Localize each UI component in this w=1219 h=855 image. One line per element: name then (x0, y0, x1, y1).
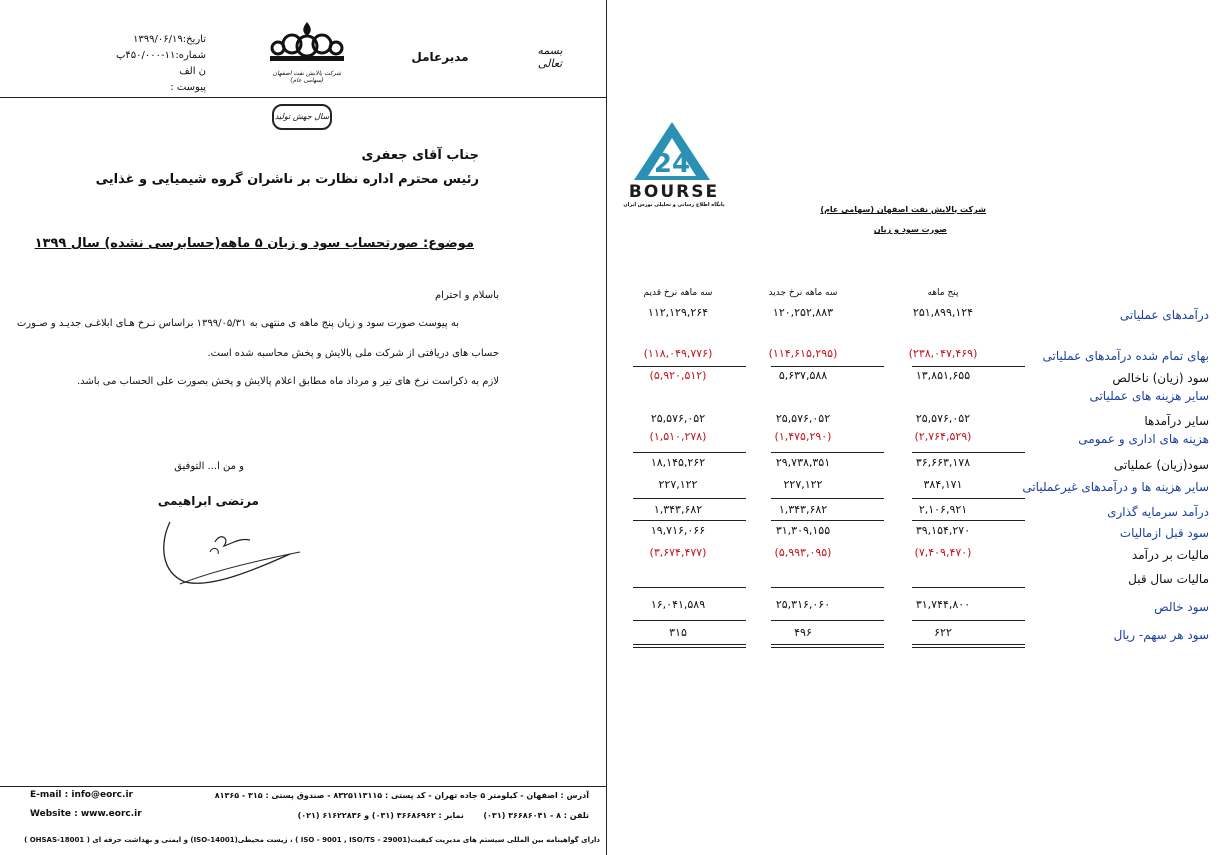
footer-email: E-mail : info@eorc.ir (30, 790, 133, 800)
signer-name: مرتضی ابراهیمی (157, 494, 259, 508)
row-label: سود قبل ازمالیات (1119, 526, 1209, 540)
table-rule (912, 587, 1025, 588)
table-rule (633, 520, 746, 521)
attachment-line: پیوست : (170, 82, 206, 93)
table-rule (771, 620, 884, 621)
table-rule (912, 452, 1025, 453)
row-value: ۲۹,۷۳۸,۳۵۱ (775, 456, 831, 469)
row-value: ۳۱۵ (669, 626, 687, 639)
row-value: ۲۲۷,۱۲۲ (783, 478, 823, 491)
row-value: ۳۹,۱۵۴,۲۷۰ (915, 524, 971, 537)
body-paragraph-1: به پیوست صورت سود و زیان پنج ماهه ی منتهی به ۱۳۹۹/۰۵/۳۱ براساس نـرخ هـای ابلاغـی جدیـد و صـورت (16, 318, 459, 329)
row-label: مالیات بر درآمد (1131, 548, 1209, 562)
table-rule (771, 366, 884, 367)
ceo-label: مدیرعامل (411, 50, 469, 64)
row-value: ۲۵,۵۷۶,۰۵۲ (775, 412, 831, 425)
row-value: ۵,۶۳۷,۵۸۸ (778, 369, 828, 382)
row-value: ۳۶,۶۶۳,۱۷۸ (915, 456, 971, 469)
body-paragraph-2: حساب های دریافتی از شرکت ملی پالایش و پخش محاسبه شده است. (207, 348, 499, 359)
table-rule (633, 644, 746, 645)
year-seal: سال جهش تولید (272, 104, 332, 130)
row-label: مالیات سال قبل (1128, 572, 1209, 586)
table-rule (912, 520, 1025, 521)
row-value: ۲۲۷,۱۲۲ (658, 478, 698, 491)
page-divider (606, 0, 607, 855)
refinery-logo-icon (262, 18, 352, 66)
recipient-name: جناب آقای جعفری (361, 148, 479, 163)
signature (140, 512, 310, 592)
row-value: (۵,۹۲۰,۵۱۲) (649, 369, 707, 382)
bourse-triangle-icon (618, 118, 730, 180)
row-label: سایر درآمدها (1144, 414, 1209, 428)
letter-meta (115, 32, 206, 96)
closing: و من ا... التوفیق (174, 461, 244, 472)
table-rule (633, 587, 746, 588)
table-rule (771, 498, 884, 499)
footer-phone: تلفن : ۸ - ۳۶۶۸۶۰۴۱ (۰۳۱) نمابر : ۳۶۶۸۶۹۶۲ (۰۳۱) و ۶۱۶۲۲۸۳۶ (۰۲۱) (297, 811, 589, 820)
row-value: ۲۵۱,۸۹۹,۱۲۴ (912, 306, 974, 319)
row-value: (۱۱۴,۶۱۵,۲۹۵) (768, 347, 838, 360)
bourse-logo (618, 118, 730, 210)
table-rule (633, 620, 746, 621)
row-value: ۱۲۰,۲۵۲,۸۸۳ (772, 306, 834, 319)
row-value: ۲۵,۵۷۶,۰۵۲ (915, 412, 971, 425)
row-value: (۲,۷۶۴,۵۲۹) (914, 430, 972, 443)
row-value: ۳۱,۷۴۴,۸۰۰ (915, 598, 971, 611)
row-label: سود خالص (1154, 600, 1209, 614)
table-rule (912, 366, 1025, 367)
footer-address: آدرس : اصفهان - کیلومتر ۵ جاده تهران - کد پستی : ۸۳۲۵۱۱۳۱۱۵ - صندوق پستی : ۳۱۵ - ۸۱۳۶۵ (214, 791, 589, 800)
table-rule (912, 498, 1025, 499)
bourse-logo-text: BOURSE (628, 182, 720, 202)
footer-certs: دارای گواهینامه بین المللی سیستم های مدیریت کیفیت(ISO - 9001 , ISO/TS - 29001 ) ، زیست محیطی(ISO-14001) و ایمنی و بهداشت حرفه ای ( OHSAS-18001 ) (24, 836, 600, 844)
table-rule (633, 498, 746, 499)
table-rule (771, 647, 884, 648)
table-rule (633, 647, 746, 648)
footer-website: Website : www.eorc.ir (30, 809, 142, 819)
row-value: ۱,۳۴۳,۶۸۲ (653, 503, 703, 516)
number-line: شماره:۱۱-۴۵۰/۰۰۰پ ن الف (115, 50, 206, 77)
row-value: ۱۶,۰۴۱,۵۸۹ (650, 598, 706, 611)
row-value: ۳۱,۳۰۹,۱۵۵ (775, 524, 831, 537)
row-label: سایر هزینه های عملیاتی (1089, 389, 1209, 403)
bourse-logo-sub: پایگاه اطلاع رسانی و تحلیلی بورس ایران (623, 202, 725, 208)
svg-text:24: 24 (653, 149, 691, 179)
row-value: (۷,۴۰۹,۴۷۰) (914, 546, 972, 559)
table-rule (912, 644, 1025, 645)
row-value: ۳۸۴,۱۷۱ (923, 478, 963, 491)
row-value: (۱,۵۱۰,۲۷۸) (649, 430, 707, 443)
table-rule (912, 620, 1025, 621)
header-rule (0, 97, 606, 98)
row-label: سایر هزینه ها و درآمدهای غیرعملیاتی (1022, 480, 1209, 494)
column-header: سه ماهه نرخ قدیم (643, 288, 713, 298)
row-value: ۱۸,۱۴۵,۲۶۲ (650, 456, 706, 469)
subject: موضوع: صورتحساب سود و زیان ۵ ماهه(حسابرسی نشده) سال ۱۳۹۹ (34, 236, 474, 251)
row-value: ۱,۳۴۳,۶۸۲ (778, 503, 828, 516)
row-label: سود هر سهم- ریال (1113, 628, 1209, 642)
column-header: پنج ماهه (927, 288, 959, 298)
row-label: سود(زیان) عملیاتی (1113, 458, 1209, 472)
body-paragraph-3: لازم به ذکراست نرخ های تیر و مرداد ماه مطابق اعلام پالایش و پخش بصورت علی الحساب می باشد. (76, 376, 499, 387)
table-rule (771, 587, 884, 588)
row-value: (۵,۹۹۳,۰۹۵) (774, 546, 832, 559)
table-rule (771, 520, 884, 521)
row-value: ۲۵,۳۱۶,۰۶۰ (775, 598, 831, 611)
table-rule (633, 366, 746, 367)
row-label: بهای تمام شده درآمدهای عملیاتی (1042, 349, 1209, 363)
row-value: (۲۳۸,۰۴۷,۴۶۹) (908, 347, 978, 360)
row-label: سود (زیان) ناخالص (1112, 371, 1209, 385)
besmeh: بسمه تعالی (537, 44, 563, 70)
row-value: ۱۱۲,۱۲۹,۲۶۴ (647, 306, 709, 319)
greeting: باسلام و احترام (434, 290, 499, 301)
recipient-title: رئیس محترم اداره نظارت بر ناشران گروه شیمیایی و غذایی (95, 172, 479, 187)
signature-icon (140, 512, 310, 592)
table-rule (771, 644, 884, 645)
row-value: (۱۱۸,۰۴۹,۷۷۶) (643, 347, 713, 360)
row-value: ۴۹۶ (794, 626, 812, 639)
table-rule (771, 452, 884, 453)
table-rule (912, 647, 1025, 648)
statement-company: شرکت پالایش نفت اصفهان (سهامی عام) (820, 205, 986, 214)
row-value: ۲,۱۰۶,۹۲۱ (918, 503, 968, 516)
date-line: تاریخ:۱۳۹۹/۰۶/۱۹ (133, 34, 206, 45)
column-header: سه ماهه نرخ جدید (768, 288, 838, 298)
table-rule (633, 452, 746, 453)
statement-title: صورت سود و زیان (873, 225, 947, 234)
row-value: (۳,۶۷۴,۴۷۷) (649, 546, 707, 559)
footer-rule (0, 786, 606, 787)
logo-caption: شرکت پالایش نفت اصفهان (سهامی عام) (272, 70, 342, 84)
row-label: درآمدهای عملیاتی (1119, 308, 1209, 322)
row-value: ۲۵,۵۷۶,۰۵۲ (650, 412, 706, 425)
row-value: ۱۹,۷۱۶,۰۶۶ (650, 524, 706, 537)
row-label: درآمد سرمایه گذاری (1107, 505, 1209, 519)
row-value: (۱,۴۷۵,۲۹۰) (774, 430, 832, 443)
row-value: ۱۳,۸۵۱,۶۵۵ (915, 369, 971, 382)
row-value: ۶۲۲ (934, 626, 952, 639)
row-label: هزینه های اداری و عمومی (1078, 432, 1209, 446)
company-logo (262, 18, 352, 84)
